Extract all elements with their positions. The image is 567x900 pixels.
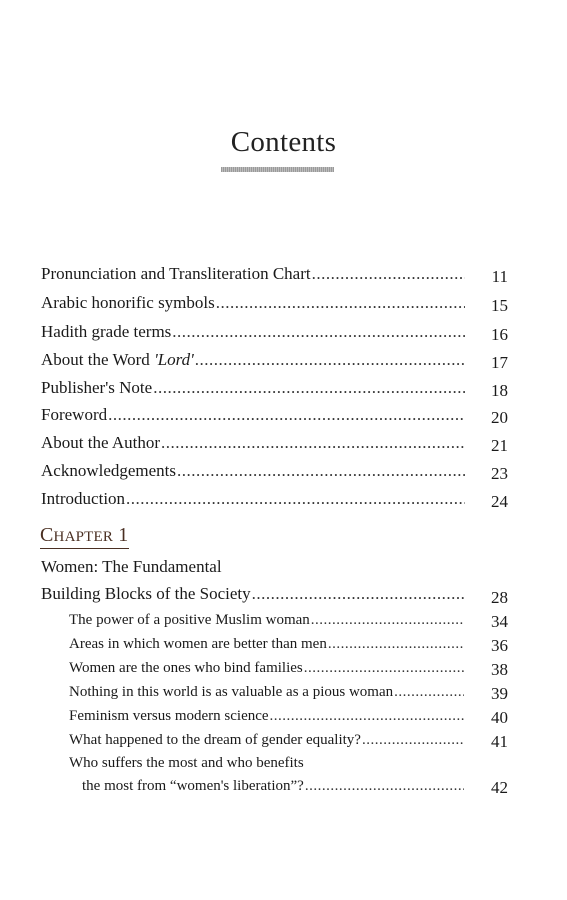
toc-entry-about-the-author[interactable]: [41, 433, 466, 453]
toc-entry-label: [41, 350, 194, 370]
toc-entry-label-italic: 'Lord': [154, 350, 194, 369]
toc-section-page: 39: [491, 684, 508, 703]
toc-section-womens-liberation[interactable]: [82, 778, 465, 795]
toc-entry-foreword[interactable]: [41, 405, 466, 425]
leader-dots: [153, 378, 465, 398]
toc-entry-page: 18: [491, 381, 508, 400]
leader-dots: [195, 350, 465, 370]
toc-entry-label: Publisher's Note: [41, 378, 153, 397]
toc-entry-acknowledgements[interactable]: [41, 461, 466, 481]
toc-section-label: The power of a positive Muslim woman: [69, 612, 310, 628]
toc-section-page: 41: [491, 732, 508, 751]
chapter-heading[interactable]: [40, 524, 129, 549]
title-underline-rule: [221, 167, 334, 172]
toc-entry-label: Introduction: [41, 489, 126, 508]
toc-section-label: Areas in which women are better than men: [69, 636, 327, 652]
toc-entry-publishers-note[interactable]: [41, 378, 466, 398]
toc-section-label: Nothing in this world is as valuable as a pious woman: [69, 684, 394, 700]
toc-section-bind-families[interactable]: [69, 660, 465, 677]
toc-section-positive-muslim-woman[interactable]: [69, 612, 465, 629]
toc-entry-label: Hadith grade terms: [41, 322, 172, 341]
leader-dots: [304, 660, 464, 677]
leader-dots: [270, 708, 464, 725]
leader-dots: [177, 461, 465, 481]
leader-dots: [328, 636, 464, 653]
leader-dots: [305, 778, 464, 795]
toc-entry-pronunciation[interactable]: [41, 264, 466, 284]
leader-dots: [126, 489, 465, 509]
toc-section-page: 34: [491, 612, 508, 631]
toc-entry-hadith-grade-terms[interactable]: [41, 322, 466, 342]
toc-entry-label: Building Blocks of the Society: [41, 584, 251, 603]
chapter-number: 1: [118, 524, 129, 546]
leader-dots: [362, 732, 464, 749]
chapter-label-smallcaps: HAPTER: [53, 529, 114, 545]
chapter-title-line1: Women: The Fundamental: [41, 557, 222, 576]
toc-entry-page: 20: [491, 408, 508, 427]
toc-section-gender-equality[interactable]: [69, 732, 465, 749]
leader-dots: [108, 405, 465, 425]
toc-section-label: What happened to the dream of gender equality?: [69, 732, 361, 748]
toc-section-label-line1: Who suffers the most and who benefits: [69, 755, 304, 771]
toc-entry-chapter-title[interactable]: [41, 584, 466, 604]
toc-section-label: Women are the ones who bind families: [69, 660, 303, 676]
toc-entry-label: Foreword: [41, 405, 108, 424]
toc-entry-label-part: About the Word: [41, 350, 155, 369]
leader-dots: [216, 293, 465, 313]
leader-dots: [161, 433, 465, 453]
toc-section-page: 38: [491, 660, 508, 679]
leader-dots: [172, 322, 465, 342]
toc-entry-page: 24: [491, 492, 508, 511]
toc-section-label: Feminism versus modern science: [69, 708, 269, 724]
toc-section-pious-woman[interactable]: [69, 684, 465, 701]
leader-dots: [312, 264, 465, 284]
toc-section-page: 36: [491, 636, 508, 655]
toc-section-feminism-vs-science[interactable]: [69, 708, 465, 725]
toc-entry-page: 23: [491, 464, 508, 483]
toc-section-label: the most from “women's liberation”?: [82, 778, 304, 794]
toc-entry-page: 16: [491, 325, 508, 344]
chapter-label-initial: C: [40, 524, 54, 546]
toc-entry-label: Acknowledgements: [41, 461, 177, 480]
leader-dots: [394, 684, 464, 701]
toc-entry-label: Pronunciation and Transliteration Chart: [41, 264, 311, 283]
page-title: Contents: [230, 126, 337, 158]
toc-entry-honorific-symbols[interactable]: [41, 293, 466, 313]
toc-entry-introduction[interactable]: [41, 489, 466, 509]
leader-dots: [252, 584, 465, 604]
toc-entry-page: 11: [491, 267, 508, 286]
toc-entry-page: 21: [491, 436, 508, 455]
toc-entry-page: 28: [491, 588, 508, 607]
toc-entry-page: 15: [491, 296, 508, 315]
toc-entry-label: Arabic honorific symbols: [41, 293, 215, 312]
toc-entry-page: 17: [491, 353, 508, 372]
leader-dots: [311, 612, 464, 629]
toc-section-page: 42: [491, 778, 508, 797]
toc-entry-about-the-word-lord[interactable]: [41, 350, 466, 370]
toc-section-page: 40: [491, 708, 508, 727]
toc-entry-label: About the Author: [41, 433, 160, 452]
toc-section-women-better-than-men[interactable]: [69, 636, 465, 653]
